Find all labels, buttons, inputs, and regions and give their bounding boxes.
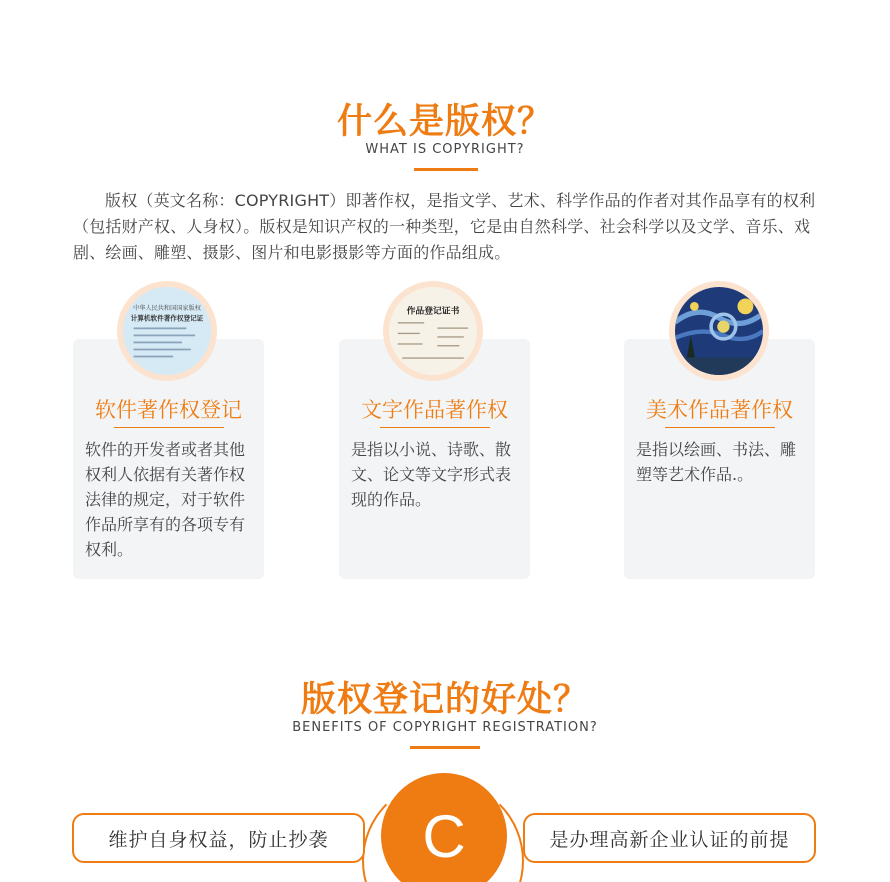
section-title-benefits: 版权登记的好处？	[300, 680, 589, 720]
svg-text:作品登记证书: 作品登记证书	[406, 306, 460, 317]
starry-night-painting-image	[669, 281, 769, 381]
section-subtitle-what-is-copyright: WHAT IS COPYRIGHT?	[365, 142, 525, 157]
card-title: 文字作品著作权	[361, 398, 508, 422]
card-divider	[665, 427, 775, 428]
software-certificate-image	[117, 281, 217, 381]
benefit-pill-high-tech-prerequisite: 是办理高新企业认证的前提	[523, 813, 816, 863]
section-underline	[414, 168, 478, 171]
work-registration-certificate-image	[383, 281, 483, 381]
card-title: 美术作品著作权	[646, 398, 793, 422]
benefit-pill-protect-rights: 维护自身权益，防止抄袭	[72, 813, 365, 863]
intro-paragraph: 版权（英文名称：COPYRIGHT）即著作权，是指文学、艺术、科学作品的作者对其作品享有的权利（包括财产权、人身权）。版权是知识产权的一种类型，它是由自然科学、社会科学以及文学、音乐、戏剧、绘画、雕塑、摄影、图片和电影摄影等方面的作品组成。	[73, 191, 816, 262]
card-description: 是指以绘画、书法、雕 塑等艺术作品.。	[636, 440, 797, 484]
svg-text:计算机软件著作权登记证: 计算机软件著作权登记证	[130, 314, 204, 323]
card-description: 是指以小说、诗歌、散 文、论文等文字形式表 现的作品。	[351, 440, 512, 509]
svg-text:中华人民共和国国家版权: 中华人民共和国国家版权	[133, 304, 201, 312]
copyright-c-circle: C	[381, 773, 507, 882]
card-divider	[114, 427, 224, 428]
card-title: 软件著作权登记	[95, 398, 242, 422]
section-title-what-is-copyright: 什么是版权？	[336, 102, 553, 142]
section-subtitle-benefits: BENEFITS OF COPYRIGHT REGISTRATION?	[292, 720, 598, 735]
card-description: 软件的开发者或者其他 权利人依据有关著作权 法律的规定，对于软件 作品所享有的各项专有 权利。	[85, 440, 246, 559]
card-divider	[380, 427, 490, 428]
section-underline	[410, 746, 480, 749]
